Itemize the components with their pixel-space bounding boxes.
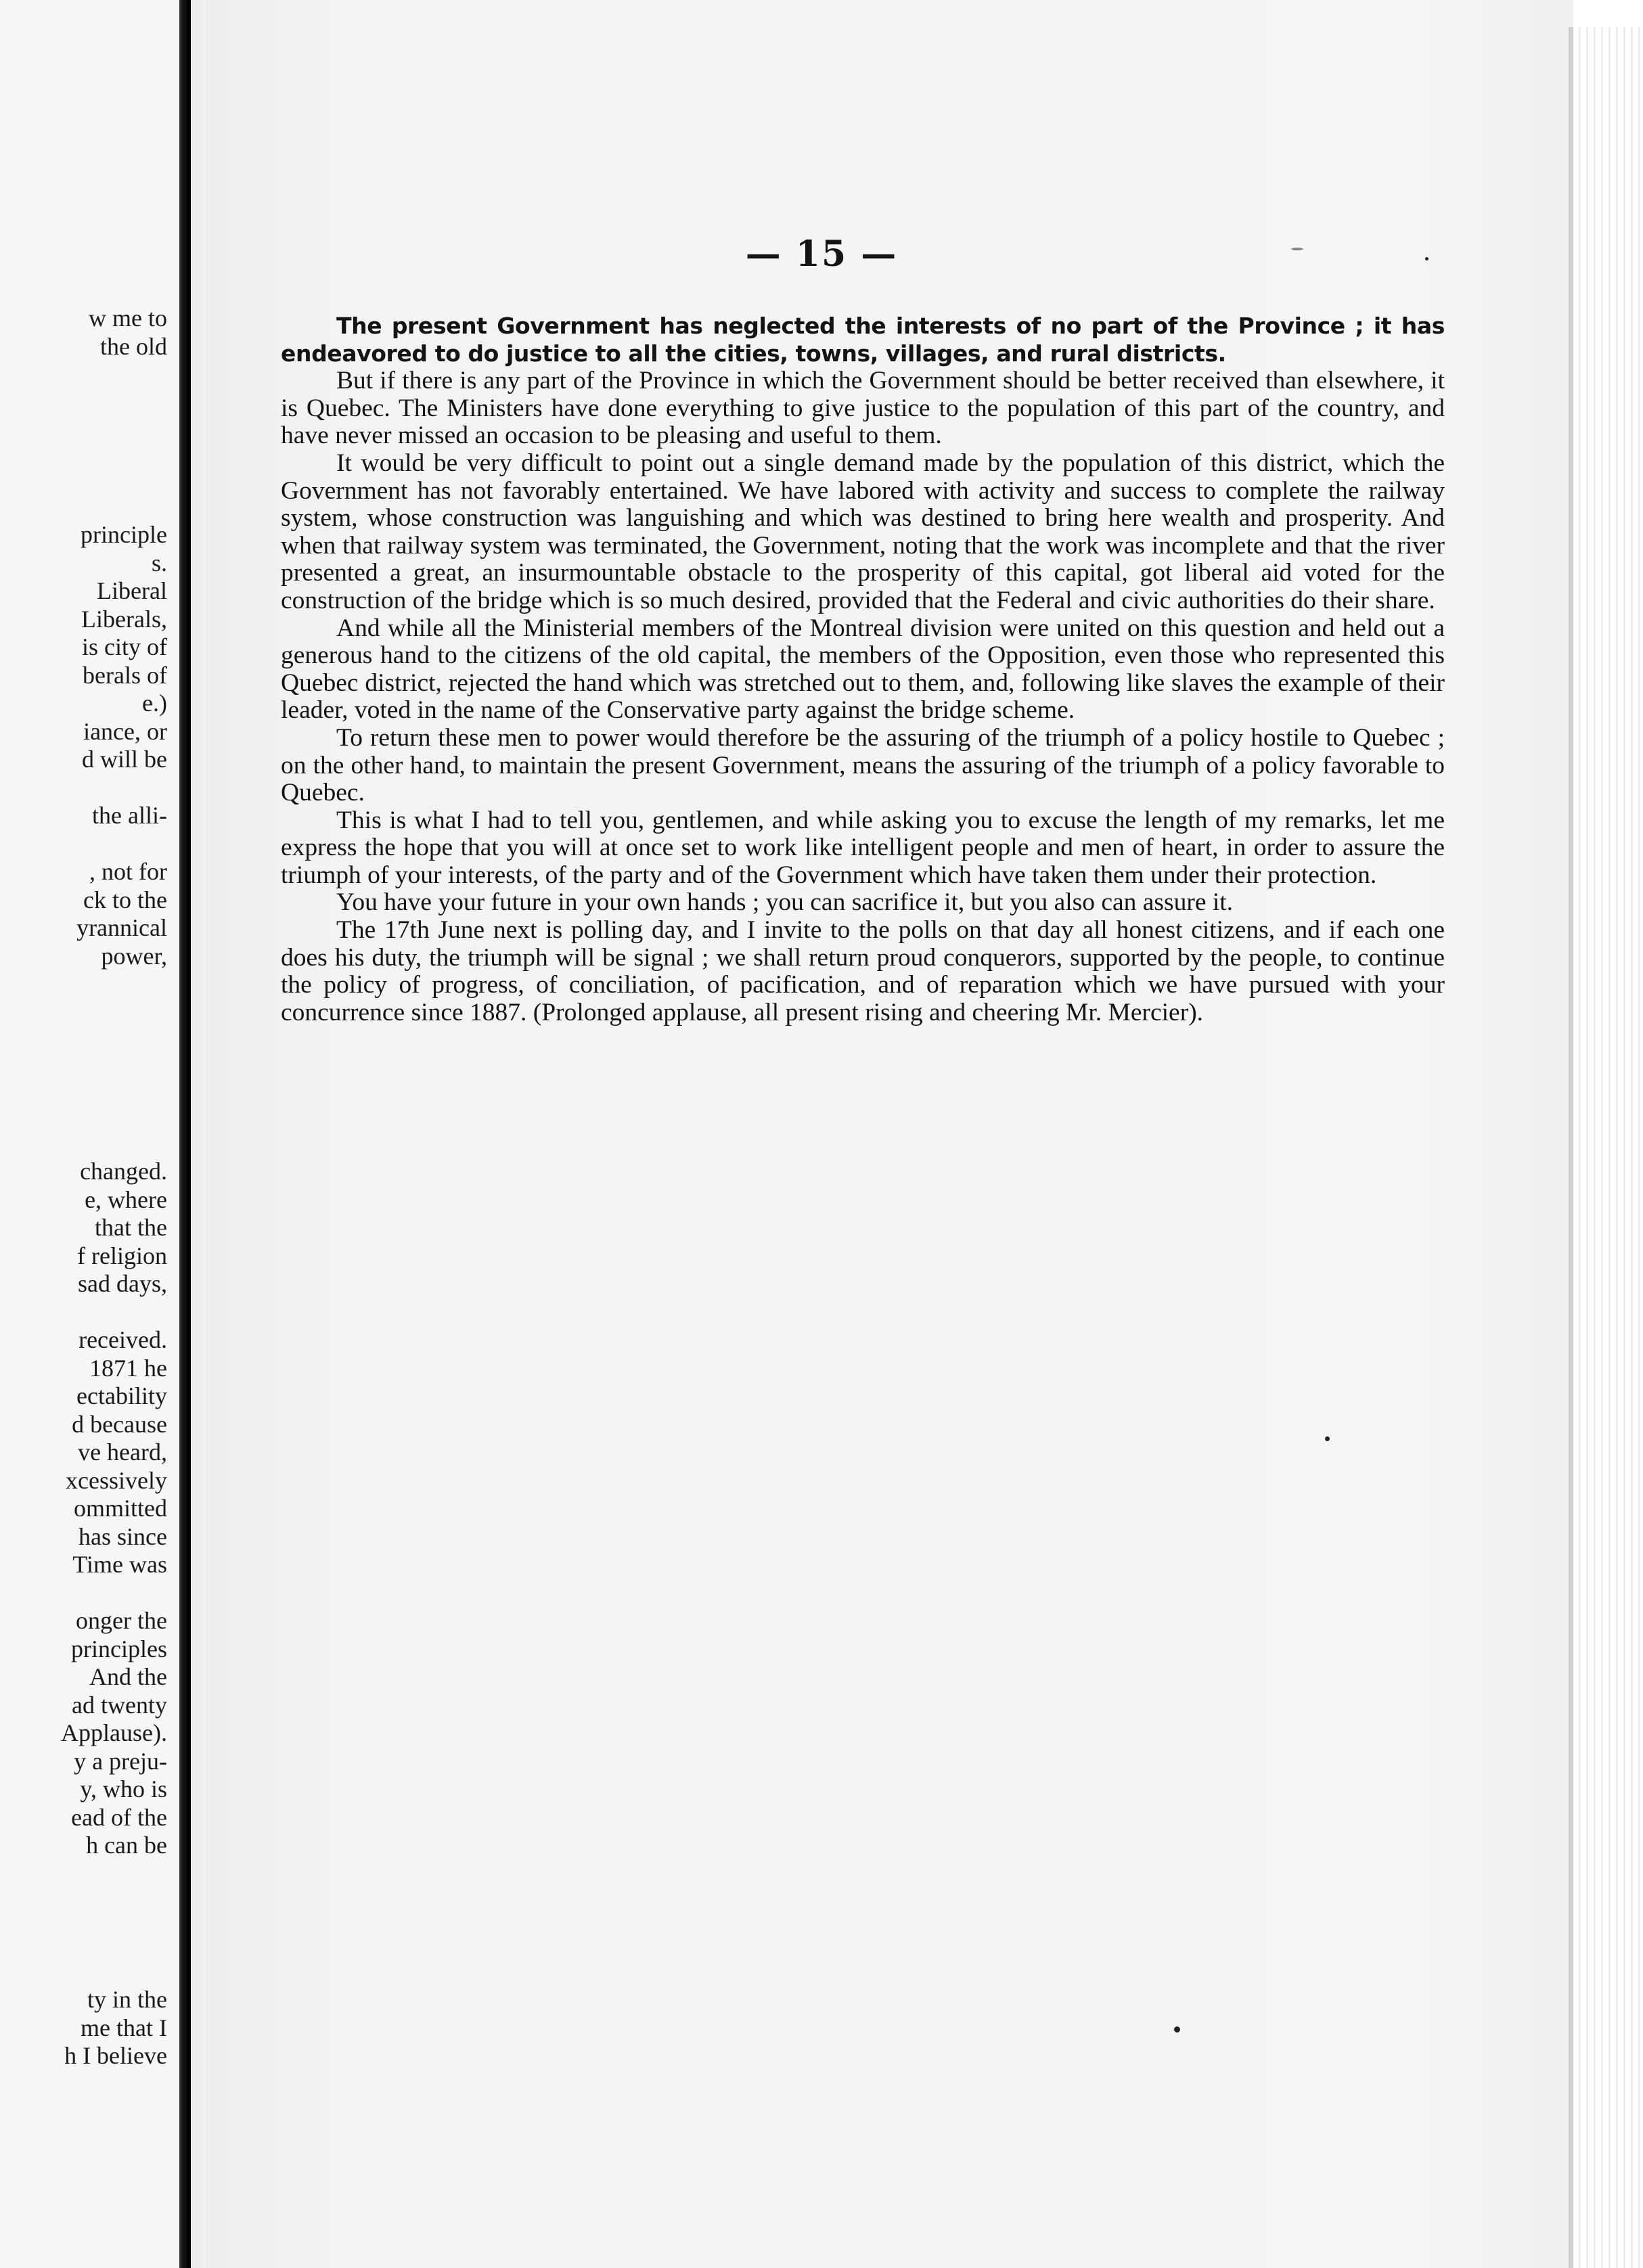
- paragraph: And while all the Ministerial members of the Montreal division were united on this question and held out a generous hand to the citizens of the old capital, the members of the Opposition, even those who represented this Quebec district, rejected the hand which was stretched out to them, and, following like slaves the example of their leader, voted in the name of the Conservative party against the bridge scheme.: [281, 614, 1445, 725]
- left-page-line: me that I: [81, 2014, 167, 2041]
- left-page-line: iance, or: [83, 718, 167, 745]
- left-page-line: e.): [142, 689, 167, 717]
- left-page-line: has since: [78, 1523, 167, 1550]
- left-page-line: Liberal: [97, 577, 167, 604]
- left-page-fragment: [0, 0, 179, 2268]
- left-page-line: w me to: [89, 304, 167, 332]
- paragraph: But if there is any part of the Province in which the Government should be better received than elsewhere, it is Quebec. The Ministers have done everything to give justice to the population of this part of the country, and have never missed an occasion to be pleasing and useful to them.: [281, 367, 1445, 450]
- paragraph: The 17th June next is polling day, and I invite to the polls on that day all honest citizens, and if each one does his duty, the triumph will be signal ; we shall return proud conquerors, supported by the people, to continue the policy of progress, of conciliation, of pacification, and of reparation which we have pursued with your concurrence since 1887. (Prolonged applause, all present rising and cheering Mr. Mercier).: [281, 916, 1445, 1026]
- left-page-line: onger the: [76, 1607, 167, 1634]
- left-page-line: Applause).: [61, 1719, 167, 1746]
- left-page-line: ommitted: [74, 1495, 167, 1522]
- left-page-line: And the: [89, 1663, 167, 1690]
- scan-speck: [1291, 248, 1303, 250]
- left-page-line: principle: [81, 521, 167, 548]
- left-page-line: h I believe: [64, 2042, 167, 2069]
- left-page-line: f religion: [77, 1242, 167, 1269]
- left-page-line: 1871 he: [89, 1355, 167, 1382]
- left-page-line: is city of: [82, 633, 167, 660]
- left-page-line: ad twenty: [72, 1692, 167, 1719]
- book-gutter: [179, 0, 206, 2268]
- left-page-line: that the: [95, 1214, 167, 1241]
- left-page-line: ck to the: [83, 886, 167, 913]
- paragraph: It would be very difficult to point out a single demand made by the population of this district, which the Government has not favorably entertained. We have labored with activity and success to complete the railway system, whose construction was languishing and which was destined to bring here wealth and prosperity. And when that railway system was terminated, the Government, noting that the work was incomplete and that the river presented a great, an insurmountable obstacle to the prosperity of this capital, got liberal aid voted for the construction of the bridge which is so much desired, provided that the Federal and civic authorities do their share.: [281, 449, 1445, 614]
- left-page-line: h can be: [86, 1832, 167, 1859]
- scan-speck: [1174, 2026, 1180, 2033]
- left-page-line: sad days,: [78, 1270, 167, 1297]
- left-page-line: s.: [151, 549, 167, 576]
- paragraph: The present Government has neglected the interests of no part of the Province ; it has endeavored to do justice to all the cities, towns, villages, and rural districts.: [281, 313, 1445, 367]
- left-page-line: berals of: [83, 662, 167, 689]
- gutter-rule: [187, 0, 191, 2268]
- left-page-line: Liberals,: [81, 606, 167, 633]
- left-page-line: ectability: [76, 1382, 167, 1409]
- left-page-line: y, who is: [80, 1775, 167, 1802]
- left-page-line: the alli-: [92, 802, 167, 829]
- left-page-line: changed.: [80, 1158, 167, 1185]
- left-page-line: the old: [100, 333, 167, 360]
- left-page-line: ve heard,: [78, 1438, 167, 1466]
- scan-speck: [1425, 257, 1428, 260]
- scan-speck: [1325, 1436, 1330, 1441]
- body-text: [281, 313, 1445, 1026]
- left-page-line: ead of the: [71, 1804, 167, 1831]
- left-page-line: xcessively: [66, 1467, 167, 1494]
- left-page-line: y a preju-: [74, 1748, 167, 1775]
- left-page-line: yrannical: [76, 914, 167, 941]
- left-page-line: e, where: [85, 1186, 167, 1213]
- page-number: — 15 —: [745, 233, 898, 275]
- paragraph: This is what I had to tell you, gentlemen, and while asking you to excuse the length of my remarks, let me express the hope that you will at once set to work like intelligent people and men of heart, in order to assure the triumph of your interests, of the party and of the Government which have taken them under their protection.: [281, 806, 1445, 889]
- left-page-line: Time was: [72, 1551, 167, 1578]
- left-page-line: d because: [72, 1411, 167, 1438]
- left-page-line: ty in the: [87, 1986, 167, 2013]
- left-page-line: , not for: [89, 858, 167, 885]
- page-edges: [1573, 27, 1643, 2268]
- left-page-line: power,: [101, 943, 167, 970]
- paragraph: You have your future in your own hands ; you can sacrifice it, but you also can assure it.: [336, 888, 1234, 917]
- left-page-line: received.: [78, 1326, 167, 1353]
- paragraph: To return these men to power would therefore be the assuring of the triumph of a policy hostile to Quebec ; on the other hand, to maintain the present Government, means the assuring of the triumph of a policy favorable to Quebec.: [281, 723, 1445, 807]
- left-page-line: d will be: [82, 746, 167, 773]
- left-page-line: principles: [71, 1635, 167, 1662]
